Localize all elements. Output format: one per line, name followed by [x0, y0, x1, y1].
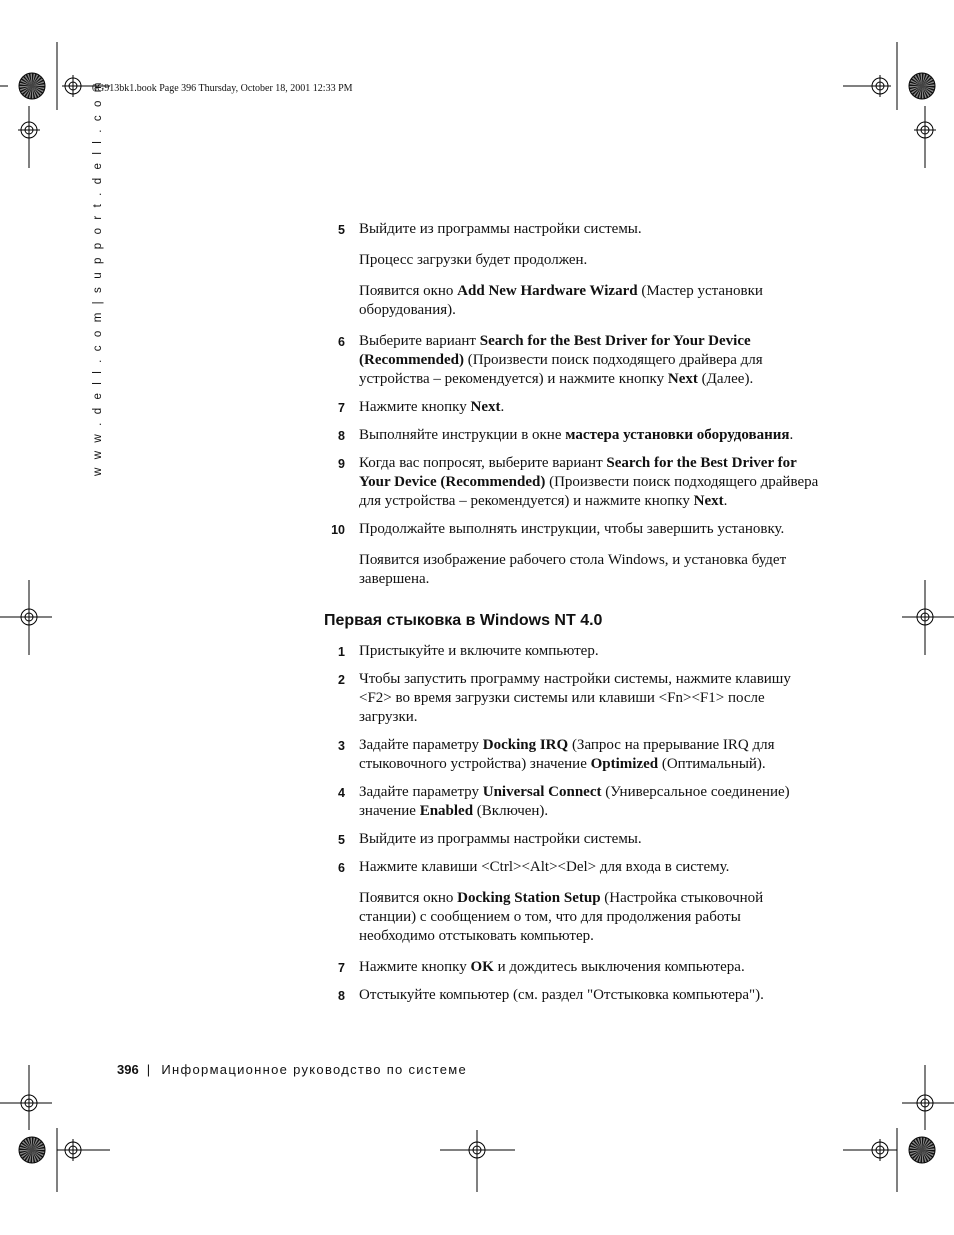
- step-number: 3: [338, 739, 345, 753]
- step-text: Появится окно: [359, 283, 458, 299]
- step-text: Когда вас попросят, выберите вариант: [359, 455, 607, 471]
- step-item: [320, 958, 820, 977]
- step-text: Выберите вариант: [359, 333, 480, 349]
- step-text: Отстыкуйте компьютер (см. раздел "Отстыковка компьютера").: [359, 987, 764, 1003]
- step-text: Нажмите клавиши <Ctrl><Alt><Del> для входа в систему.: [359, 859, 730, 875]
- step-note: [320, 551, 820, 589]
- sidebar-url: w w w . d e l l . c o m | s u p p o r t . d e l l . c o m: [92, 80, 104, 476]
- step-text: (Включен).: [473, 803, 549, 819]
- registration-wheel-icon: [909, 1137, 935, 1163]
- step-text: Выйдите из программы настройки системы.: [359, 831, 642, 847]
- footer-separator: |: [146, 1062, 152, 1077]
- step-text: Появится окно: [359, 890, 458, 906]
- step-item: [320, 783, 820, 821]
- step-text: .: [723, 493, 728, 509]
- step-item: [320, 520, 820, 539]
- step-text: Появится изображение рабочего стола Windows, и установка будет завершена.: [359, 552, 787, 587]
- step-text-bold: Next: [693, 493, 724, 509]
- step-text: Нажмите кнопку: [359, 959, 471, 975]
- step-text: (Оптимальный).: [658, 756, 766, 772]
- step-text: (Мастер установки оборудования).: [359, 283, 763, 318]
- step-item: [320, 670, 820, 727]
- step-item: [320, 220, 820, 239]
- step-text-bold: Enabled: [419, 803, 474, 819]
- step-text: Пристыкуйте и включите компьютер.: [359, 643, 599, 659]
- step-item: [320, 332, 820, 389]
- step-note: [320, 251, 820, 270]
- step-text: (Далее).: [697, 371, 754, 387]
- registration-wheel-icon: [19, 73, 45, 99]
- step-note: [320, 282, 820, 320]
- step-text-bold: Add New Hardware Wizard: [457, 283, 638, 299]
- step-number: 5: [338, 223, 345, 237]
- step-number: 9: [338, 457, 345, 471]
- step-text: Процесс загрузки будет продолжен.: [359, 252, 588, 268]
- step-text: Выйдите из программы настройки системы.: [359, 221, 642, 237]
- step-text: (Запрос на прерывание IRQ для стыковочного устройства) значение: [359, 737, 775, 772]
- step-item: [320, 736, 820, 774]
- main-content: [320, 220, 820, 1014]
- step-text-bold: Next: [667, 371, 698, 387]
- step-number: 5: [338, 833, 345, 847]
- section-heading: Первая стыковка в Windows NT 4.0: [324, 612, 603, 629]
- section-steps-2: [320, 642, 820, 1005]
- step-text: (Универсальное соединение) значение: [359, 784, 790, 819]
- step-text-bold: Search for the Best Driver for Your Device (Recommended): [359, 455, 797, 490]
- step-number: 7: [338, 401, 345, 415]
- step-item: [320, 830, 820, 849]
- step-text: Задайте параметру: [359, 784, 483, 800]
- step-item: [320, 642, 820, 661]
- step-number: 7: [338, 961, 345, 975]
- step-text-bold: Next: [470, 399, 501, 415]
- step-text: (Настройка стыковочной станции) с сообщением о том, что для продолжения работы необходимо отстыковать компьютер.: [359, 890, 764, 944]
- step-number: 1: [338, 645, 345, 659]
- step-note: [320, 889, 820, 946]
- step-number: 8: [338, 429, 345, 443]
- step-text: (Произвести поиск подходящего драйвера для устройства – рекомендуется) и нажмите кнопку: [359, 474, 819, 509]
- step-text: Нажмите кнопку: [359, 399, 471, 415]
- step-item: [320, 454, 820, 511]
- step-text-bold: Universal Connect: [482, 784, 602, 800]
- step-item: [320, 426, 820, 445]
- step-text: Продолжайте выполнять инструкции, чтобы завершить установку.: [359, 521, 785, 537]
- step-text-bold: мастера установки оборудования: [565, 427, 790, 443]
- step-number: 4: [338, 786, 345, 800]
- step-text: Задайте параметру: [359, 737, 483, 753]
- page-footer: [117, 1062, 467, 1077]
- step-text: Выполняйте инструкции в окне: [359, 427, 566, 443]
- footer-title: Информационное руководство по системе: [161, 1062, 468, 1077]
- step-number: 10: [331, 523, 345, 537]
- step-item: [320, 986, 820, 1005]
- step-text-bold: Search for the Best Driver for Your Device (Recommended): [359, 333, 751, 368]
- step-text-bold: OK: [470, 959, 494, 975]
- step-text-bold: Docking Station Setup: [457, 890, 601, 906]
- step-number: 6: [338, 335, 345, 349]
- print-header: 0G913bk1.book Page 396 Thursday, October 18, 2001 12:33 PM: [92, 83, 353, 94]
- step-text: Чтобы запустить программу настройки системы, нажмите клавишу <F2> во время загрузки системы или клавиши <Fn><F1> после загрузки.: [359, 671, 791, 725]
- step-number: 2: [338, 673, 345, 687]
- step-text: .: [789, 427, 794, 443]
- section-steps-1: [320, 220, 820, 589]
- step-text: (Произвести поиск подходящего драйвера для устройства – рекомендуется) и нажмите кнопку: [359, 352, 763, 387]
- step-text: .: [500, 399, 505, 415]
- step-text-bold: Docking IRQ: [482, 737, 569, 753]
- step-item: [320, 858, 820, 877]
- step-number: 8: [338, 989, 345, 1003]
- step-text-bold: Optimized: [590, 756, 659, 772]
- page-number: 396: [117, 1062, 139, 1077]
- step-item: [320, 398, 820, 417]
- step-number: 6: [338, 861, 345, 875]
- step-text: и дождитесь выключения компьютера.: [493, 959, 745, 975]
- registration-wheel-icon: [19, 1137, 45, 1163]
- registration-wheel-icon: [909, 73, 935, 99]
